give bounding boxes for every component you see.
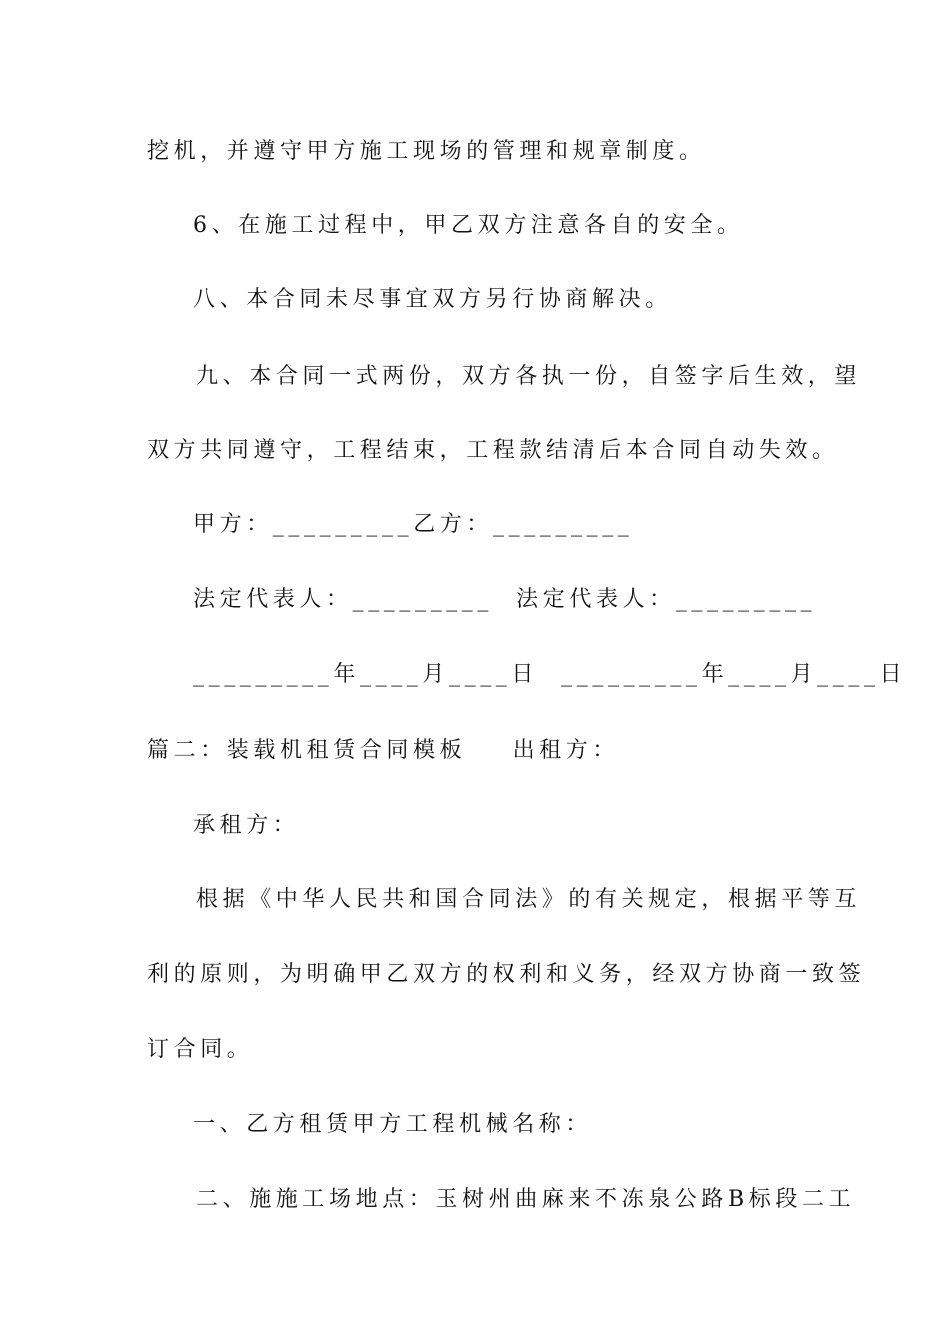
signature-line-parties: 甲方：_________乙方：_________ (193, 512, 634, 537)
text-line: 利的原则，为明确甲乙双方的权利和义务，经双方协商一致签 (147, 962, 866, 987)
text-line: 双方共同遵守，工程结束，工程款结清后本合同自动失效。 (147, 438, 839, 463)
text-line: 订合同。 (147, 1037, 254, 1062)
text-line: 一、乙方租赁甲方工程机械名称： (193, 1112, 593, 1137)
text-line: 挖机，并遵守甲方施工现场的管理和规章制度。 (147, 139, 706, 164)
text-line: 承租方： (193, 813, 300, 838)
signature-line-representatives: 法定代表人：_________ 法定代表人：_________ (193, 587, 817, 612)
section-heading: 篇二：装载机租赁合同模板 出租方： (147, 738, 619, 763)
text-line: 6、在施工过程中，甲乙双方注意各自的安全。 (193, 213, 744, 238)
text-line: 八、本合同未尽事宜双方另行协商解决。 (193, 287, 672, 312)
signature-line-dates: _________年____月____日 _________年____月____日 (193, 662, 907, 687)
text-line: 二、施施工场地点：玉树州曲麻来不冻泉公路B标段二工 (196, 1187, 856, 1212)
text-line: 九、本合同一式两份，双方各执一份，自签字后生效，望 (196, 364, 862, 389)
text-line: 根据《中华人民共和国合同法》的有关规定，根据平等互 (196, 887, 862, 912)
